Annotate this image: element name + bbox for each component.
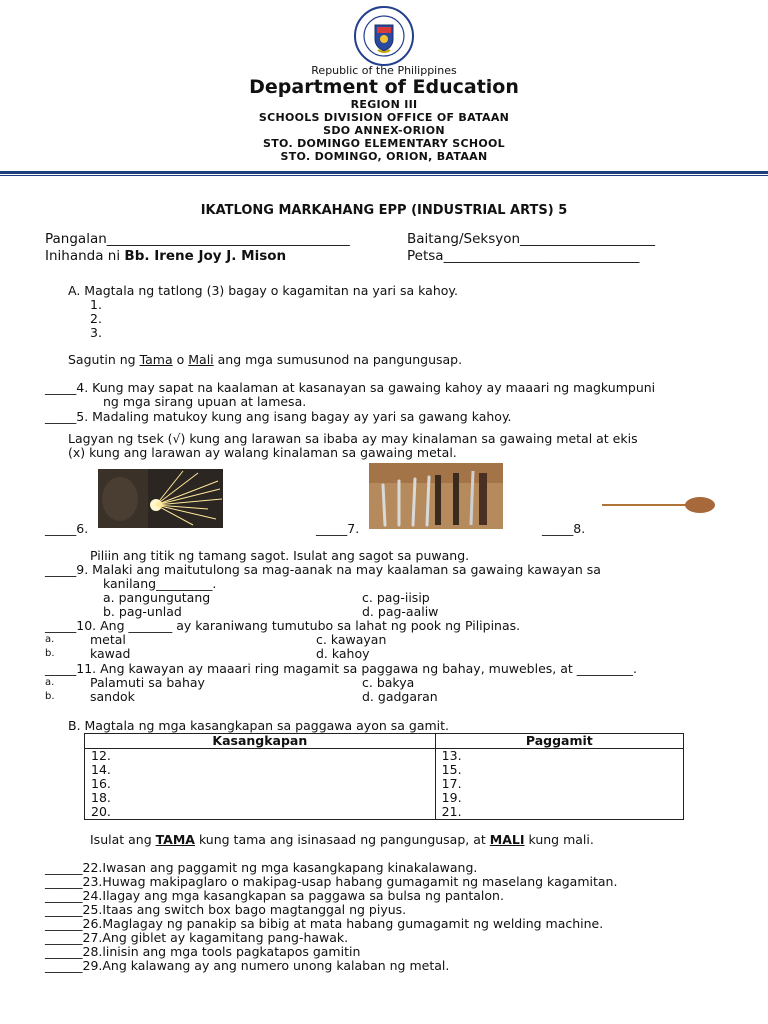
table-row bbox=[85, 763, 684, 777]
q9-option-b: b. pag-unlad bbox=[103, 604, 182, 619]
tm-post: ang mga sumusunod na pangungusap. bbox=[213, 352, 463, 367]
petsa-field[interactable]: Petsa_____________________________ bbox=[407, 248, 640, 264]
table-cell[interactable]: 14. bbox=[85, 763, 436, 777]
part-a-item: 1. bbox=[90, 297, 102, 312]
tsek-instruction-cont: (x) kung ang larawan ay walang kinalaman sa gawaing metal. bbox=[68, 445, 457, 460]
table-header-row bbox=[85, 734, 684, 749]
tm-mali: Mali bbox=[188, 352, 214, 367]
tools-table bbox=[84, 733, 684, 820]
table-cell[interactable]: 16. bbox=[85, 777, 436, 791]
table-cell[interactable]: 12. bbox=[85, 749, 436, 764]
part-b-instruction: B. Magtala ng mga kasangkapan sa paggawa ayon sa gamit. bbox=[68, 718, 450, 733]
q11-marker-a: a. bbox=[45, 677, 55, 688]
header-kasangkapan: Kasangkapan bbox=[85, 734, 436, 749]
table-row bbox=[85, 749, 684, 764]
q9-option-c: c. pag-iisip bbox=[362, 590, 430, 605]
header-rule bbox=[0, 171, 768, 174]
part-a-item: 2. bbox=[90, 311, 102, 326]
q10-option-a: metal bbox=[90, 632, 126, 647]
q11-option-b: sandok bbox=[90, 689, 135, 704]
tama-mali-2-instruction bbox=[90, 832, 594, 847]
q9-option-d: d. pag-aaliw bbox=[362, 604, 439, 619]
wooden-spoon-photo bbox=[600, 494, 720, 516]
inihanda-prefix: Inihanda ni bbox=[45, 248, 125, 264]
part-a-instruction: A. Magtala ng tatlong (3) bagay o kagamitan na yari sa kahoy. bbox=[68, 283, 458, 298]
deped-seal bbox=[348, 6, 420, 66]
teacher-name: Bb. Irene Joy J. Mison bbox=[124, 248, 287, 264]
q10-option-d: d. kahoy bbox=[316, 646, 370, 661]
inihanda-line bbox=[45, 248, 286, 264]
table-cell[interactable]: 18. bbox=[85, 791, 436, 805]
tm-tama: Tama bbox=[139, 352, 173, 367]
table-row bbox=[85, 777, 684, 791]
tm2-pre: Isulat ang bbox=[90, 832, 156, 847]
table-row bbox=[85, 791, 684, 805]
question-27: ______27.Ang giblet ay kagamitang pang-hawak. bbox=[45, 930, 349, 945]
department-name: Department of Education bbox=[249, 76, 519, 98]
republic-line: Republic of the Philippines bbox=[311, 64, 457, 77]
table-cell[interactable]: 13. bbox=[435, 749, 683, 764]
table-cell[interactable]: 15. bbox=[435, 763, 683, 777]
q11-marker-b: b. bbox=[45, 691, 55, 702]
table-cell[interactable]: 17. bbox=[435, 777, 683, 791]
table-cell[interactable]: 20. bbox=[85, 805, 436, 820]
pangalan-field[interactable]: Pangalan____________________________________ bbox=[45, 231, 350, 247]
q10-option-c: c. kawayan bbox=[316, 632, 387, 647]
header-paggamit: Paggamit bbox=[435, 734, 683, 749]
question-4: _____4. Kung may sapat na kaalaman at kasanayan sa gawaing kahoy ay maaari ng magkumpuni bbox=[45, 380, 656, 395]
school-line: STO. DOMINGO ELEMENTARY SCHOOL bbox=[263, 137, 505, 150]
q10-marker-b: b. bbox=[45, 648, 55, 659]
question-6: _____6. bbox=[45, 521, 89, 536]
tm-pre: Sagutin ng bbox=[68, 352, 140, 367]
tm2-tama: TAMA bbox=[155, 832, 195, 847]
question-28: ______28.linisin ang mga tools pagkatapos gamitin bbox=[45, 944, 361, 959]
division-line: SCHOOLS DIVISION OFFICE OF BATAAN bbox=[258, 111, 510, 124]
question-10: _____10. Ang _______ ay karaniwang tumutubo sa lahat ng pook ng Pilipinas. bbox=[45, 618, 521, 633]
welding-photo bbox=[98, 469, 223, 528]
q10-marker-a: a. bbox=[45, 634, 55, 645]
table-cell[interactable]: 19. bbox=[435, 791, 683, 805]
exam-title: IKATLONG MARKAHANG EPP (INDUSTRIAL ARTS) 5 bbox=[200, 203, 568, 218]
question-29: ______29.Ang kalawang ay ang numero unong kalaban ng metal. bbox=[45, 958, 450, 973]
baitang-field[interactable]: Baitang/Seksyon____________________ bbox=[407, 231, 656, 247]
question-4-cont: ng mga sirang upuan at lamesa. bbox=[103, 394, 307, 409]
region-line: REGION III bbox=[350, 98, 418, 111]
tm2-mali: MALI bbox=[489, 832, 525, 847]
question-25: ______25.Itaas ang switch box bago magtanggal ng piyus. bbox=[45, 902, 407, 917]
question-23: ______23.Huwag makipaglaro o makipag-usap habang gumagamit ng maselang kagamitan. bbox=[45, 874, 618, 889]
question-7: _____7. bbox=[316, 521, 360, 536]
mc-instruction: Piliin ang titik ng tamang sagot. Isulat ang sagot sa puwang. bbox=[90, 548, 470, 563]
q9-option-a: a. pangungutang bbox=[103, 590, 211, 605]
question-26: ______26.Maglagay ng panakip sa bibig at mata habang gumagamit ng welding machine. bbox=[45, 916, 604, 931]
forks-photo bbox=[369, 463, 503, 529]
part-a-item: 3. bbox=[90, 325, 102, 340]
q11-option-d: d. gadgaran bbox=[362, 689, 438, 704]
tm-mid: o bbox=[172, 352, 189, 367]
tsek-instruction: Lagyan ng tsek (√) kung ang larawan sa ibaba ay may kinalaman sa gawaing metal at ekis bbox=[68, 431, 638, 446]
table-cell[interactable]: 21. bbox=[435, 805, 683, 820]
q11-option-a: Palamuti sa bahay bbox=[90, 675, 205, 690]
question-24: ______24.Ilagay ang mga kasangkapan sa paggawa sa bulsa ng pantalon. bbox=[45, 888, 504, 903]
header-rule-thin bbox=[0, 175, 768, 176]
question-9: _____9. Malaki ang maitutulong sa mag-aanak na may kaalaman sa gawaing kawayan sa bbox=[45, 562, 601, 577]
question-11: _____11. Ang kawayan ay maaari ring magamit sa paggawa ng bahay, muwebles, at _________. bbox=[45, 661, 637, 676]
table-row bbox=[85, 805, 684, 820]
q11-option-c: c. bakya bbox=[362, 675, 415, 690]
question-5: _____5. Madaling matukoy kung ang isang bagay ay yari sa gawang kahoy. bbox=[45, 409, 512, 424]
tama-mali-instruction bbox=[68, 352, 462, 367]
annex-line: SDO ANNEX-ORION bbox=[323, 124, 445, 137]
tm2-post: kung mali. bbox=[524, 832, 594, 847]
question-9-cont: kanilang_________. bbox=[103, 576, 217, 591]
question-8: _____8. bbox=[542, 521, 586, 536]
tm2-mid: kung tama ang isinasaad ng pangungusap, at bbox=[194, 832, 490, 847]
question-22: ______22.Iwasan ang paggamit ng mga kasangkapang kinakalawang. bbox=[45, 860, 478, 875]
address-line: STO. DOMINGO, ORION, BATAAN bbox=[280, 150, 488, 163]
q10-option-b: kawad bbox=[90, 646, 131, 661]
